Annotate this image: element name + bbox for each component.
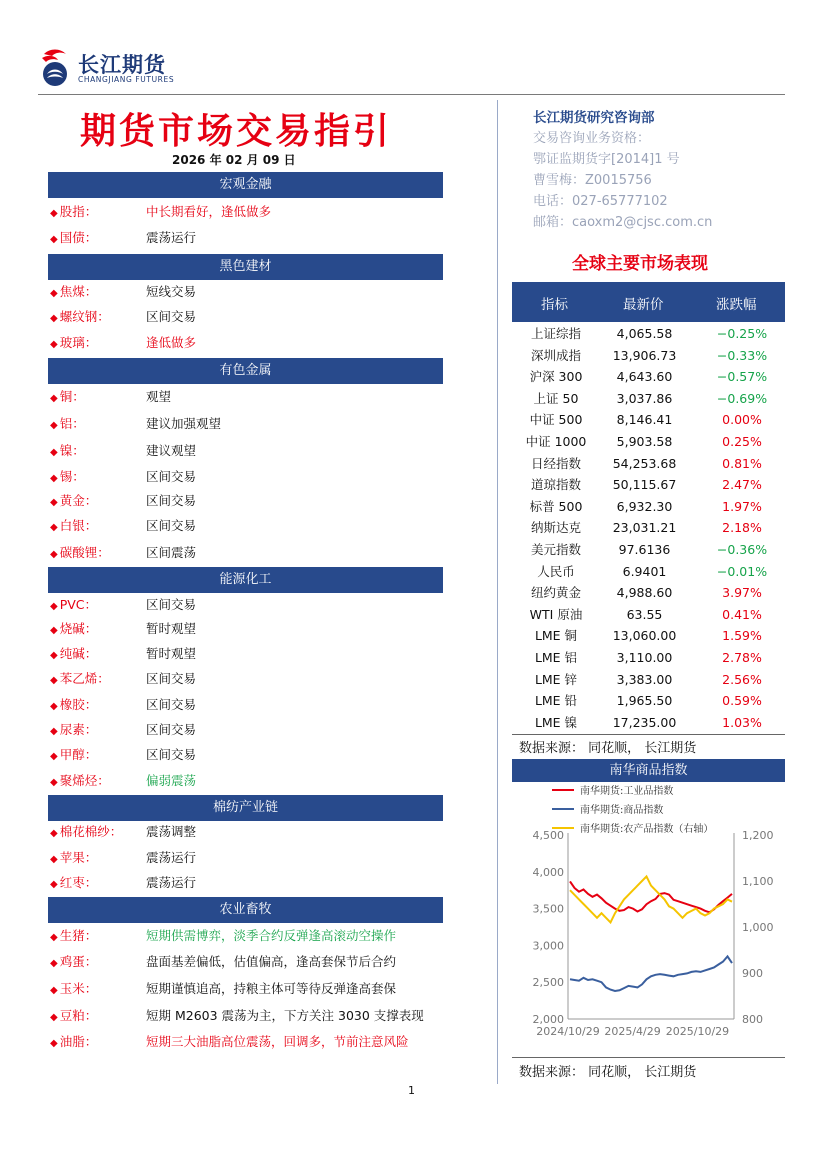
commodity-view: 逢低做多 <box>146 335 197 350</box>
changjiang-logo-icon <box>38 48 72 88</box>
legend-label: 南华期货:商品指数 <box>580 805 664 816</box>
section-header: 农业畜牧 <box>48 897 443 923</box>
change-percent: 1.59% <box>722 628 762 644</box>
latest-price: 63.55 <box>626 606 663 622</box>
commodity-view: 暂时观望 <box>146 646 197 661</box>
market-section-title: 全球主要市场表现 <box>572 254 708 274</box>
table-bottom-rule <box>512 734 785 735</box>
diamond-bullet-icon: ◆ <box>50 726 58 737</box>
market-row <box>512 388 785 409</box>
market-row <box>512 625 785 646</box>
commodity-name: 黄金： <box>59 493 98 508</box>
latest-price: 6,932.30 <box>616 498 673 514</box>
diamond-bullet-icon: ◆ <box>50 985 58 996</box>
commodity-name: 锡： <box>59 469 85 484</box>
index-name: WTI 原油 <box>529 606 583 622</box>
commodity-view: 短期三大油脂高位震荡，回调多，节前注意风险 <box>146 1034 409 1049</box>
latest-price: 23,031.21 <box>612 520 677 536</box>
commodity-row <box>50 441 450 461</box>
commodity-view: 区间交易 <box>146 747 197 762</box>
change-percent: 1.03% <box>722 714 762 730</box>
nanhua-index-chart <box>512 782 785 1054</box>
latest-price: 3,037.86 <box>616 390 673 406</box>
change-percent: −0.01% <box>716 563 768 579</box>
commodity-view: 区间交易 <box>146 518 197 533</box>
change-percent: 0.81% <box>722 455 762 471</box>
change-percent: 2.47% <box>722 477 762 493</box>
commodity-row <box>50 644 450 664</box>
commodity-row <box>50 822 450 842</box>
x-tick-label: 2024/10/29 <box>536 1025 600 1038</box>
x-tick-label: 2025/4/29 <box>604 1025 661 1038</box>
market-table-header <box>512 282 785 322</box>
market-row <box>512 474 785 495</box>
column-header-index: 指标 <box>541 297 568 313</box>
index-name: LME 铅 <box>534 693 578 709</box>
change-percent: 1.97% <box>722 498 762 514</box>
logo-text: 长江期货 <box>78 53 166 77</box>
left-tick-label: 2,000 <box>532 1013 564 1026</box>
latest-price: 5,903.58 <box>616 434 673 449</box>
commodity-view: 区间震荡 <box>146 545 197 560</box>
section-header: 有色金属 <box>48 358 443 384</box>
commodity-name: 橡胶： <box>59 697 98 712</box>
index-name: LME 锌 <box>534 671 578 687</box>
right-tick-label: 1,000 <box>742 921 774 934</box>
market-row <box>512 582 785 603</box>
commodity-row <box>50 543 450 563</box>
section-header: 能源化工 <box>48 567 443 593</box>
diamond-bullet-icon: ◆ <box>50 339 58 350</box>
index-name: 美元指数 <box>530 542 581 557</box>
commodity-name: 生猪： <box>59 928 98 943</box>
commodity-view: 建议加强观望 <box>146 416 222 431</box>
commodity-view: 中长期看好，逢低做多 <box>146 204 272 219</box>
commodity-view: 区间交易 <box>146 597 197 612</box>
analyst-name: 曹雪梅：Z0015756 <box>533 173 652 188</box>
latest-price: 4,643.60 <box>616 369 673 385</box>
commodity-name: 苹果： <box>59 850 98 865</box>
market-row <box>512 561 785 582</box>
commodity-row <box>50 745 450 765</box>
commodity-name: 焦煤： <box>59 284 98 299</box>
diamond-bullet-icon: ◆ <box>50 650 58 661</box>
index-name: 深圳成指 <box>530 347 581 363</box>
diamond-bullet-icon: ◆ <box>50 879 58 890</box>
phone-number: 电话：027-65777102 <box>533 194 668 209</box>
x-tick-label: 2025/10/29 <box>665 1025 730 1038</box>
latest-price: 3,110.00 <box>616 650 673 665</box>
left-tick-label: 3,000 <box>532 939 564 953</box>
change-percent: 0.41% <box>722 606 762 622</box>
column-divider <box>497 100 498 1084</box>
commodity-row <box>50 695 450 715</box>
section-header: 黑色建材 <box>48 254 443 280</box>
diamond-bullet-icon: ◆ <box>50 625 58 636</box>
diamond-bullet-icon: ◆ <box>50 234 58 245</box>
change-percent: 2.18% <box>722 520 762 536</box>
commodity-name: 碳酸锂： <box>59 545 110 560</box>
commodity-row <box>50 516 450 536</box>
market-row <box>512 453 785 474</box>
commodity-name: 豆粕： <box>59 1008 98 1023</box>
section-header: 宏观金融 <box>48 172 443 198</box>
commodity-view: 区间交易 <box>146 697 197 712</box>
diamond-bullet-icon: ◆ <box>50 1012 58 1023</box>
commodity-view: 区间交易 <box>146 722 197 737</box>
commodity-name: 铝： <box>59 416 85 431</box>
commodity-view: 震荡运行 <box>146 850 197 865</box>
document-date: 2026 年 02 月 09 日 <box>172 153 296 167</box>
market-row <box>512 409 785 430</box>
index-name: 人民币 <box>537 563 575 579</box>
commodity-name: 尿素： <box>59 722 98 737</box>
header-divider <box>38 94 785 95</box>
latest-price: 4,988.60 <box>616 585 673 601</box>
diamond-bullet-icon: ◆ <box>50 958 58 969</box>
commodity-name: 股指： <box>59 204 98 219</box>
index-name: 标普 500 <box>529 498 583 514</box>
diamond-bullet-icon: ◆ <box>50 497 58 508</box>
index-name: 纳斯达克 <box>530 520 581 536</box>
commodity-name: 苯乙烯： <box>59 671 110 686</box>
commodity-name: PVC： <box>59 597 98 612</box>
commodity-row <box>50 771 450 791</box>
change-percent: −0.57% <box>716 369 768 385</box>
market-row <box>512 539 785 560</box>
commodity-row <box>50 619 450 639</box>
right-tick-label: 1,100 <box>742 875 774 888</box>
commodity-name: 甲醇： <box>59 747 98 762</box>
latest-price: 13,906.73 <box>612 347 677 363</box>
diamond-bullet-icon: ◆ <box>50 828 58 839</box>
department-name: 长江期货研究咨询部 <box>533 110 655 126</box>
commodity-name: 玻璃： <box>59 335 98 350</box>
index-name: 道琼指数 <box>530 477 581 493</box>
commodity-row <box>50 595 450 615</box>
change-percent: 0.25% <box>722 434 762 449</box>
commodity-name: 纯碱： <box>59 646 98 661</box>
commodity-name: 螺纹钢： <box>59 309 110 324</box>
commodity-name: 棉花棉纱： <box>59 824 123 839</box>
commodity-view: 短期 M2603 震荡为主，下方关注 3030 支撑表现 <box>146 1008 424 1023</box>
commodity-view: 区间交易 <box>146 309 197 324</box>
market-row <box>512 345 785 366</box>
latest-price: 6.9401 <box>622 563 667 579</box>
latest-price: 3,383.00 <box>616 671 673 687</box>
commodity-view: 震荡运行 <box>146 875 197 890</box>
index-name: 中证 1000 <box>525 434 587 449</box>
commodity-row <box>50 926 450 946</box>
qualification-label: 交易咨询业务资格： <box>533 131 651 146</box>
commodity-name: 镍： <box>59 443 85 458</box>
latest-price: 54,253.68 <box>612 455 677 471</box>
market-row <box>512 496 785 517</box>
market-row <box>512 647 785 668</box>
left-tick-label: 3,500 <box>532 902 564 916</box>
index-name: LME 镍 <box>534 714 578 730</box>
series-line <box>570 876 732 922</box>
commodity-name: 玉米： <box>59 981 98 996</box>
index-name: LME 铝 <box>534 650 578 665</box>
chart-title: 南华商品指数 <box>512 759 785 782</box>
commodity-view: 偏弱震荡 <box>146 773 197 788</box>
commodity-view: 观望 <box>146 389 172 404</box>
latest-price: 4,065.58 <box>616 326 673 341</box>
commodity-row <box>50 414 450 434</box>
commodity-name: 聚烯烃： <box>59 773 110 788</box>
commodity-name: 国债： <box>59 230 98 245</box>
latest-price: 1,965.50 <box>616 693 673 709</box>
commodity-row <box>50 1032 450 1052</box>
diamond-bullet-icon: ◆ <box>50 549 58 560</box>
right-tick-label: 900 <box>742 967 763 980</box>
commodity-view: 建议观望 <box>146 443 197 458</box>
commodity-row <box>50 873 450 893</box>
commodity-view: 区间交易 <box>146 671 197 686</box>
legend-label: 南华期货:农产品指数（右轴） <box>580 824 714 835</box>
market-row <box>512 517 785 538</box>
commodity-view: 短期供需博弈，淡季合约反弹逢高滚动空操作 <box>146 928 397 943</box>
commodity-view: 震荡调整 <box>146 824 197 839</box>
change-percent: −0.69% <box>716 390 768 406</box>
right-tick-label: 800 <box>742 1013 763 1026</box>
commodity-view: 区间交易 <box>146 493 197 508</box>
change-percent: 3.97% <box>722 585 762 601</box>
commodity-name: 白银： <box>59 518 98 533</box>
commodity-view: 区间交易 <box>146 469 197 484</box>
commodity-row <box>50 848 450 868</box>
commodity-row <box>50 491 450 511</box>
diamond-bullet-icon: ◆ <box>50 447 58 458</box>
diamond-bullet-icon: ◆ <box>50 288 58 299</box>
diamond-bullet-icon: ◆ <box>50 393 58 404</box>
commodity-name: 鸡蛋： <box>59 954 98 969</box>
commodity-view: 盘面基差偏低，估值偏高，逢高套保节后合约 <box>146 954 397 969</box>
market-row <box>512 431 785 452</box>
document-title: 期货市场交易指引 <box>80 111 393 152</box>
market-row <box>512 690 785 711</box>
commodity-row <box>50 467 450 487</box>
column-header-change: 涨跌幅 <box>716 297 757 313</box>
commodity-row <box>50 333 450 353</box>
diamond-bullet-icon: ◆ <box>50 751 58 762</box>
diamond-bullet-icon: ◆ <box>50 932 58 943</box>
diamond-bullet-icon: ◆ <box>50 420 58 431</box>
logo-subtext: CHANGJIANG FUTURES <box>78 75 175 84</box>
license-number: 鄂证监期货字[2014]1 号 <box>533 152 680 167</box>
diamond-bullet-icon: ◆ <box>50 1038 58 1049</box>
chart-source-note: 数据来源： 同花顺， 长江期货 <box>519 1065 697 1080</box>
diamond-bullet-icon: ◆ <box>50 701 58 712</box>
commodity-view: 暂时观望 <box>146 621 197 636</box>
series-line <box>570 956 732 991</box>
commodity-row <box>50 669 450 689</box>
latest-price: 17,235.00 <box>612 714 677 730</box>
change-percent: 2.78% <box>722 650 762 665</box>
market-row <box>512 712 785 733</box>
index-name: 中证 500 <box>529 412 583 428</box>
market-row <box>512 366 785 387</box>
diamond-bullet-icon: ◆ <box>50 601 58 612</box>
change-percent: −0.33% <box>716 347 768 363</box>
diamond-bullet-icon: ◆ <box>50 208 58 219</box>
change-percent: −0.25% <box>716 326 768 341</box>
index-name: 上证综指 <box>530 326 581 341</box>
commodity-name: 红枣： <box>59 875 98 890</box>
diamond-bullet-icon: ◆ <box>50 313 58 324</box>
change-percent: 0.59% <box>722 693 762 709</box>
change-percent: −0.36% <box>716 542 768 557</box>
index-name: 沪深 300 <box>529 369 583 385</box>
market-row <box>512 669 785 690</box>
diamond-bullet-icon: ◆ <box>50 473 58 484</box>
commodity-row <box>50 228 450 248</box>
diamond-bullet-icon: ◆ <box>50 522 58 533</box>
right-tick-label: 1,200 <box>742 829 774 842</box>
commodity-row <box>50 307 450 327</box>
diamond-bullet-icon: ◆ <box>50 777 58 788</box>
latest-price: 50,115.67 <box>612 477 677 493</box>
section-header: 棉纺产业链 <box>48 795 443 821</box>
commodity-row <box>50 282 450 302</box>
left-tick-label: 4,500 <box>532 829 564 842</box>
index-name: 日经指数 <box>530 455 581 471</box>
index-name: LME 铜 <box>534 628 578 644</box>
legend-label: 南华期货:工业品指数 <box>580 786 674 797</box>
commodity-view: 短线交易 <box>146 284 197 299</box>
commodity-view: 震荡运行 <box>146 230 197 245</box>
market-row <box>512 323 785 344</box>
column-header-price: 最新价 <box>623 297 664 313</box>
commodity-row <box>50 720 450 740</box>
email-address[interactable]: 邮箱：caoxm2@cjsc.com.cn <box>533 215 713 230</box>
table-source-note: 数据来源： 同花顺， 长江期货 <box>519 741 697 756</box>
commodity-row <box>50 387 450 407</box>
change-percent: 0.00% <box>722 412 762 428</box>
latest-price: 8,146.41 <box>616 412 673 428</box>
commodity-row <box>50 1006 450 1026</box>
commodity-name: 烧碱： <box>59 621 98 636</box>
latest-price: 97.6136 <box>618 542 671 557</box>
commodity-row <box>50 202 450 222</box>
commodity-name: 铜： <box>59 389 85 404</box>
index-name: 上证 50 <box>533 390 579 406</box>
diamond-bullet-icon: ◆ <box>50 675 58 686</box>
index-name: 纽约黄金 <box>530 585 581 601</box>
page-number: 1 <box>408 1084 415 1097</box>
commodity-view: 短期谨慎追高，持粮主体可等待反弹逢高套保 <box>146 981 397 996</box>
commodity-row <box>50 979 450 999</box>
change-percent: 2.56% <box>722 671 762 687</box>
latest-price: 13,060.00 <box>612 628 677 644</box>
chart-bottom-rule <box>512 1057 785 1058</box>
market-row <box>512 604 785 625</box>
commodity-name: 油脂： <box>59 1034 98 1049</box>
commodity-row <box>50 952 450 972</box>
diamond-bullet-icon: ◆ <box>50 854 58 865</box>
left-tick-label: 2,500 <box>532 976 564 990</box>
left-tick-label: 4,000 <box>532 865 564 879</box>
